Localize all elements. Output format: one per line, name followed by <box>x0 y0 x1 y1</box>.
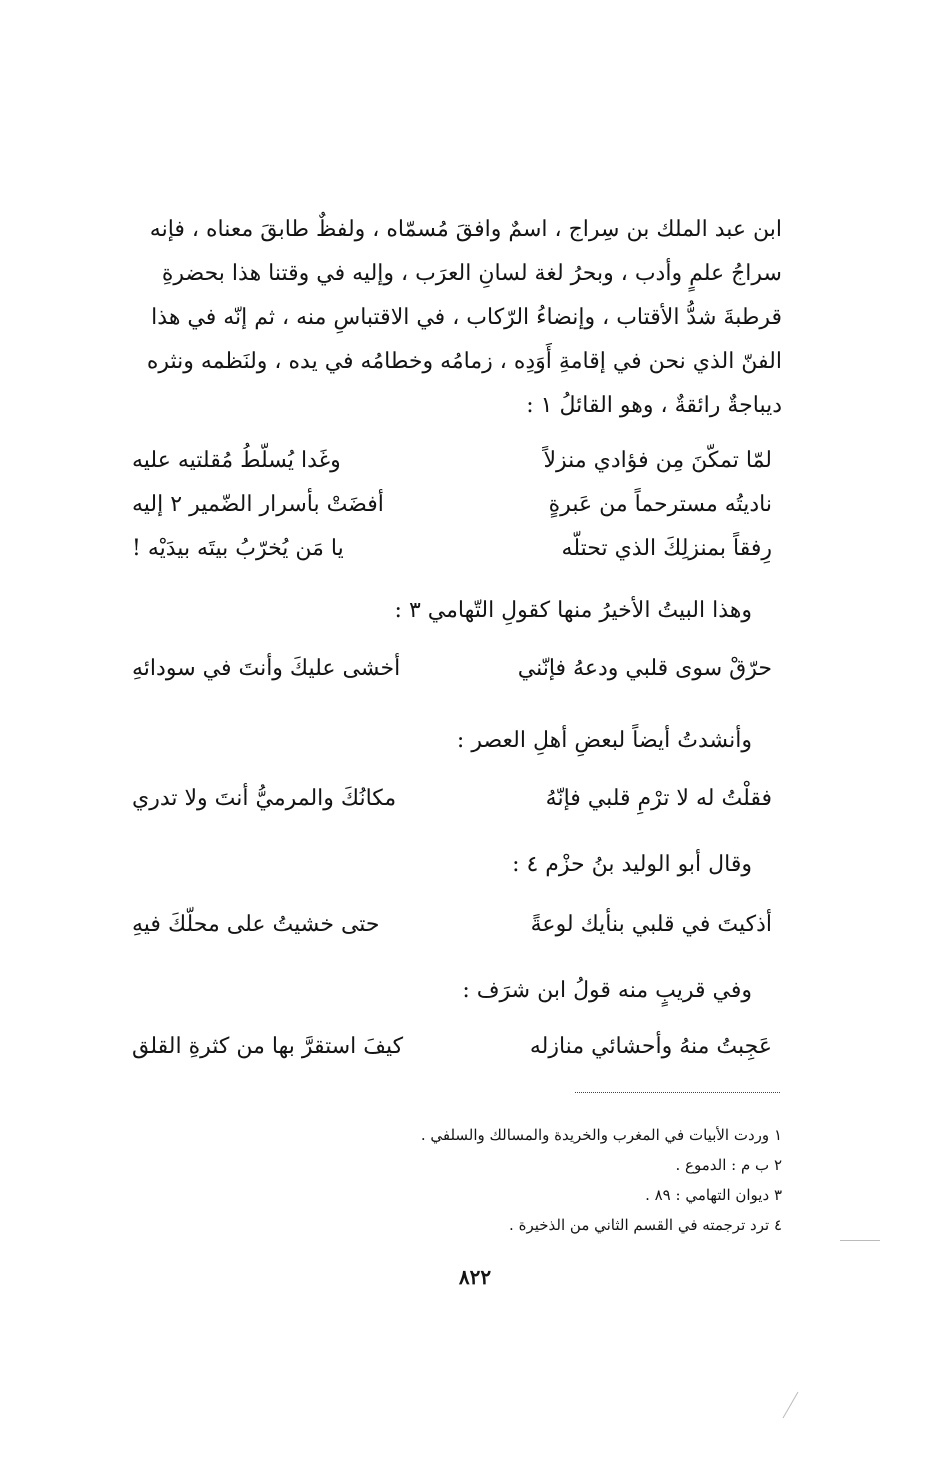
footnote: ٣ ديوان التهامي : ٨٩ . <box>645 1186 782 1204</box>
footnotes <box>421 1120 782 1240</box>
footnote-divider <box>575 1092 780 1093</box>
prose-line: ديباجةٌ رائقةٌ ، وهو القائلُ ١ : <box>526 393 782 418</box>
verse-hemistich-right: عَجِبتُ منهُ وأحشائي منازله <box>529 1034 772 1059</box>
verse-hemistich-right: رِفقاً بمنزلِكَ الذي تحتلّه <box>561 536 772 561</box>
verse-hemistich-right: لمّا تمكّنَ مِن فؤادي منزلاً <box>543 448 772 473</box>
scan-mark <box>783 1392 799 1418</box>
verse-hemistich-left: كيفَ استقرَّ بها من كثرةِ القلق <box>132 1034 404 1059</box>
verse-hemistich-left: وغَدا يُسلّطُ مُقلتيه عليه <box>132 448 341 473</box>
verse-hemistich-left: حتى خشيتُ على محلّكَ فيهِ <box>132 912 380 937</box>
scan-mark <box>840 1240 880 1241</box>
verse-hemistich-right: فقلْتُ له لا ترْمِ قلبي فإنّهُ <box>545 786 772 811</box>
verse-hemistich-left: مكانُكَ والمرميُّ أنتَ ولا تدري <box>132 786 397 811</box>
verse-hemistich-left: أفضَتْ بأسرار الضّمير ٢ إليه <box>132 492 384 517</box>
prose-line: ابن عبد الملك بن سِراج ، اسمٌ وافقَ مُسمّاه ، ولفظٌ طابقَ معناه ، فإنه <box>149 217 782 242</box>
verse-line <box>132 786 772 811</box>
verse-introduction: وقال أبو الوليد بنُ حزْم ٤ : <box>512 852 752 877</box>
verse-line <box>132 536 772 561</box>
footnote: ٢ ب م : الدموع . <box>675 1156 782 1174</box>
footnote: ٤ ترد ترجمته في القسم الثاني من الذخيرة . <box>509 1216 782 1234</box>
prose-line: الفنّ الذي نحن في إقامةِ أَوَدِه ، زمامُه وخطامُه في يده ، ولنَظمه ونثره <box>146 349 782 374</box>
verse-introduction: وفي قريبٍ منه قولُ ابن شرَف : <box>462 978 752 1003</box>
verse-hemistich-right: ناديتُه مسترحماً من عَبرةٍ <box>548 492 772 517</box>
prose-line: قرطبةَ شدُّ الأقتاب ، وإنضاءُ الرّكاب ، في الاقتباسِ منه ، ثم إنّه في هذا <box>151 305 782 330</box>
verse-introduction: وهذا البيتُ الأخيرُ منها كقولِ التّهامي ٣ : <box>394 598 752 623</box>
verse-hemistich-right: أذكيتَ في قلبي بنأيك لوعةً <box>530 912 772 937</box>
verse-introduction: وأنشدتُ أيضاً لبعضِ أهلِ العصر : <box>456 728 752 753</box>
verse-line <box>132 912 772 937</box>
verse-line <box>132 656 772 681</box>
verse-hemistich-right: حرّقْ سوى قلبي ودعهُ فإنّني <box>517 656 772 681</box>
prose-paragraph <box>122 208 782 428</box>
verse-hemistich-left: أخشى عليكَ وأنتَ في سودائهِ <box>132 656 401 681</box>
page-number: ٨٢٢ <box>458 1265 492 1289</box>
verse-hemistich-left: يا مَن يُخرّبُ بيتَه بيدَيْه ! <box>132 536 344 561</box>
prose-line: سراجُ علمٍ وأدب ، وبحرُ لغة لسانِ العرَب ، وإليه في وقتنا هذا بحضرةِ <box>161 261 782 286</box>
footnote: ١ وردت الأبيات في المغرب والخريدة والمسالك والسلفي . <box>420 1126 782 1144</box>
verse-line <box>132 1034 772 1059</box>
verse-line <box>132 448 772 473</box>
verse-line <box>132 492 772 517</box>
